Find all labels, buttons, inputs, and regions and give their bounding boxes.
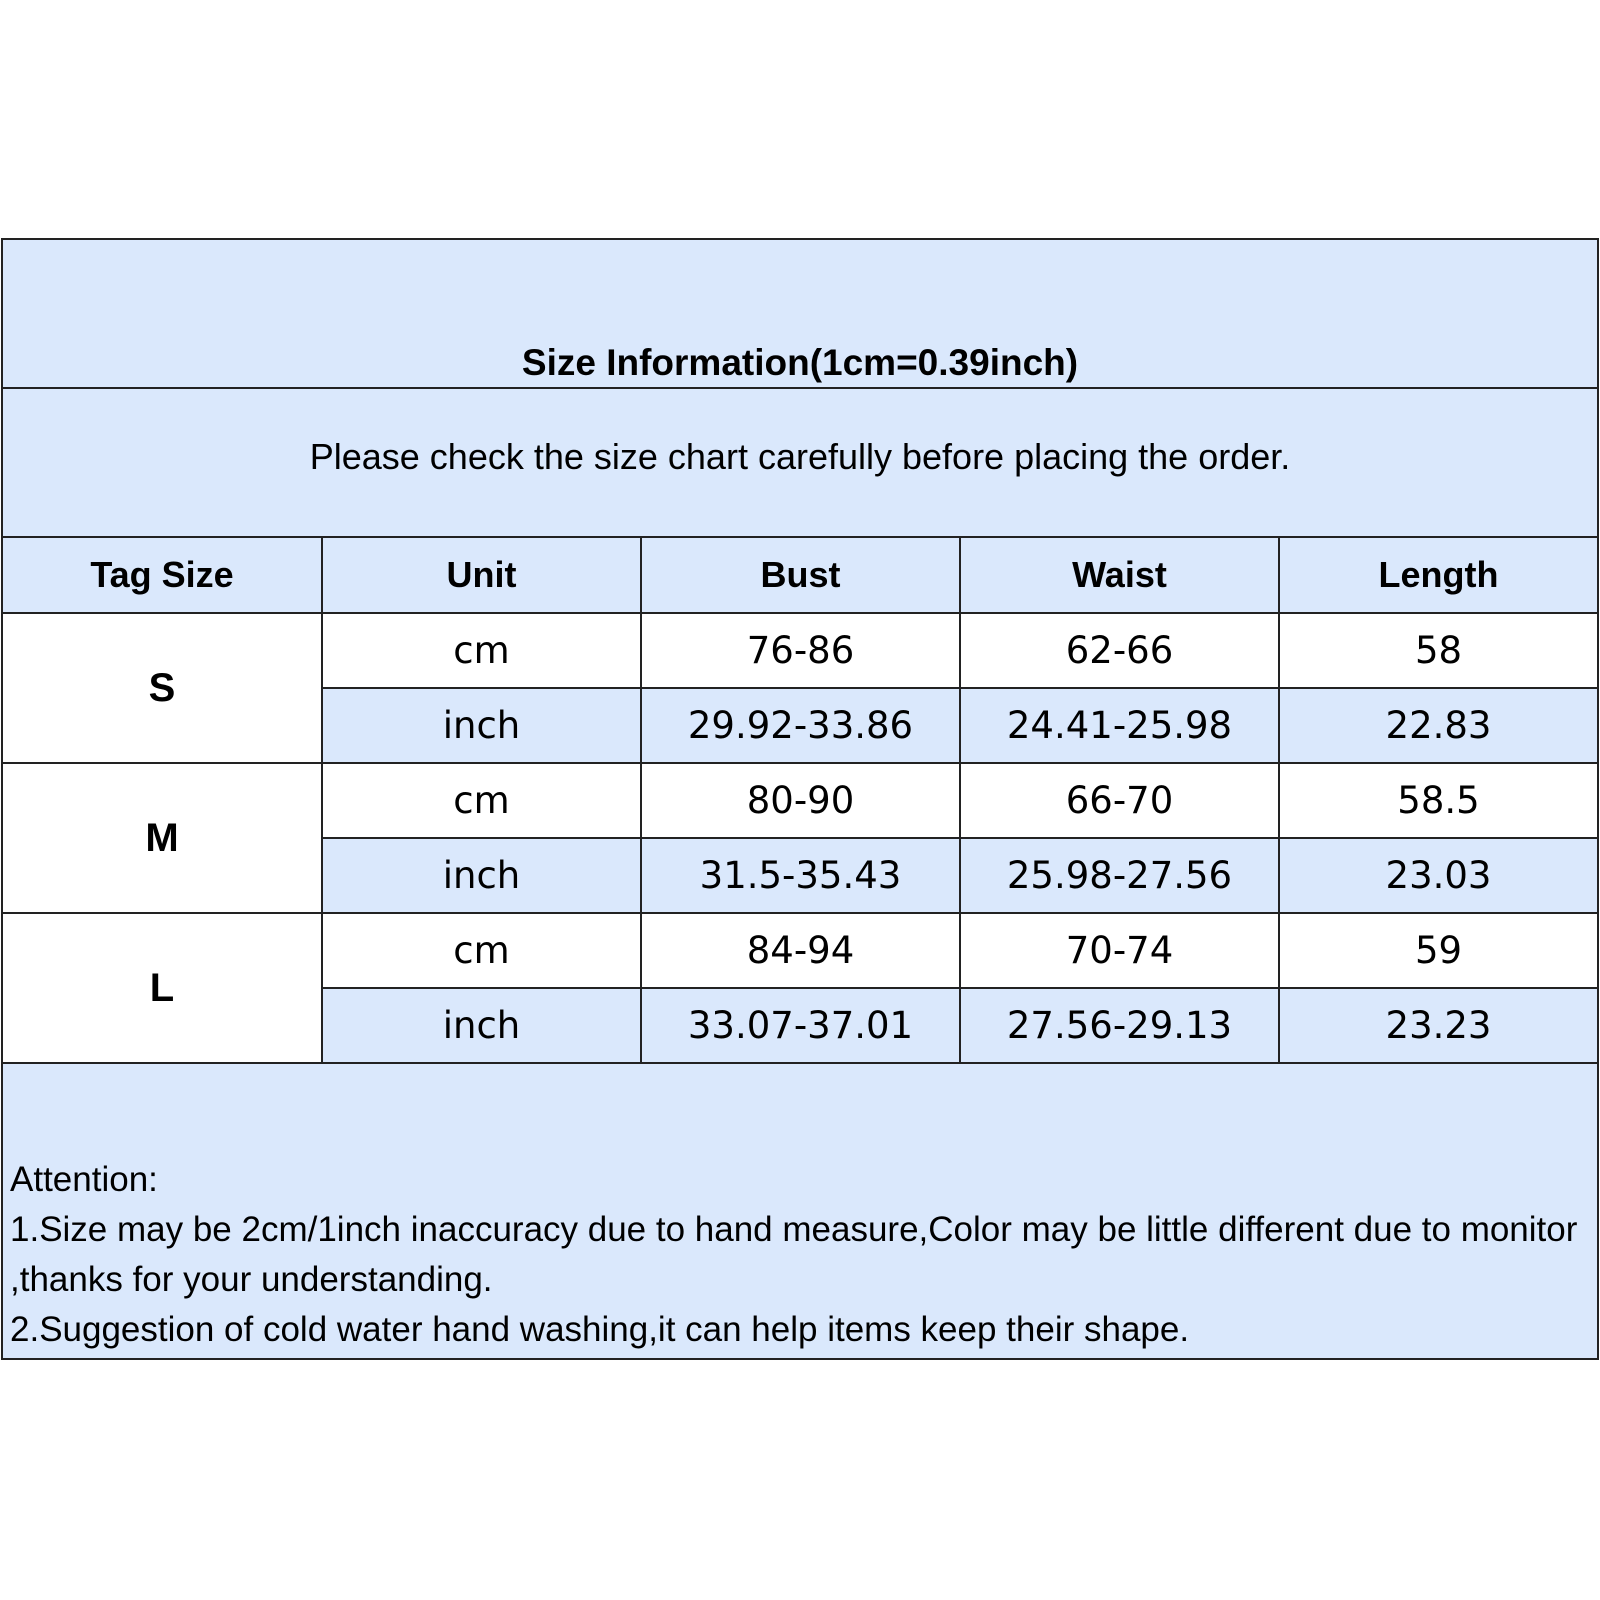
- bust-cell: 31.5-35.43: [641, 838, 960, 913]
- size-info-title: Size Information(1cm=0.39inch): [521, 342, 1079, 383]
- unit-cell: inch: [322, 688, 641, 763]
- unit-cell: cm: [322, 763, 641, 838]
- waist-cell: 24.41-25.98: [960, 688, 1279, 763]
- table-row: [3, 913, 1597, 988]
- tag-size-cell: M: [3, 763, 322, 913]
- table-row: [3, 613, 1597, 688]
- bust-cell: 84-94: [641, 913, 960, 988]
- waist-cell: 25.98-27.56: [960, 838, 1279, 913]
- bust-cell: 29.92-33.86: [641, 688, 960, 763]
- waist-cell: 27.56-29.13: [960, 988, 1279, 1063]
- size-chart-sheet: [1, 238, 1599, 1360]
- unit-cell: cm: [322, 613, 641, 688]
- attention-note-1: 1.Size may be 2cm/1inch inaccuracy due to hand measure,Color may be little different due to monitor ,thanks for your understanding.: [10, 1210, 1578, 1299]
- length-cell: 23.03: [1279, 838, 1597, 913]
- bust-cell: 80-90: [641, 763, 960, 838]
- waist-cell: 66-70: [960, 763, 1279, 838]
- header-bust: Bust: [641, 538, 960, 613]
- header-tag-size: Tag Size: [3, 538, 322, 613]
- title-row: [3, 240, 1597, 389]
- length-cell: 23.23: [1279, 988, 1597, 1063]
- table-header-row: [3, 538, 1597, 613]
- length-cell: 58: [1279, 613, 1597, 688]
- attention-notes: [10, 1155, 1585, 1355]
- length-cell: 59: [1279, 913, 1597, 988]
- length-cell: 22.83: [1279, 688, 1597, 763]
- header-waist: Waist: [960, 538, 1279, 613]
- bust-cell: 33.07-37.01: [641, 988, 960, 1063]
- unit-cell: inch: [322, 988, 641, 1063]
- header-unit: Unit: [322, 538, 641, 613]
- waist-cell: 62-66: [960, 613, 1279, 688]
- notice-row: [3, 389, 1597, 538]
- tag-size-cell: L: [3, 913, 322, 1063]
- bust-cell: 76-86: [641, 613, 960, 688]
- unit-cell: cm: [322, 913, 641, 988]
- size-table: [3, 538, 1597, 1064]
- table-row: [3, 763, 1597, 838]
- size-check-notice: Please check the size chart carefully before placing the order.: [309, 436, 1291, 477]
- attention-note-2: 2.Suggestion of cold water hand washing,it can help items keep their shape.: [10, 1310, 1190, 1349]
- tag-size-cell: S: [3, 613, 322, 763]
- unit-cell: inch: [322, 838, 641, 913]
- length-cell: 58.5: [1279, 763, 1597, 838]
- waist-cell: 70-74: [960, 913, 1279, 988]
- header-length: Length: [1279, 538, 1597, 613]
- attention-heading: Attention:: [10, 1160, 158, 1199]
